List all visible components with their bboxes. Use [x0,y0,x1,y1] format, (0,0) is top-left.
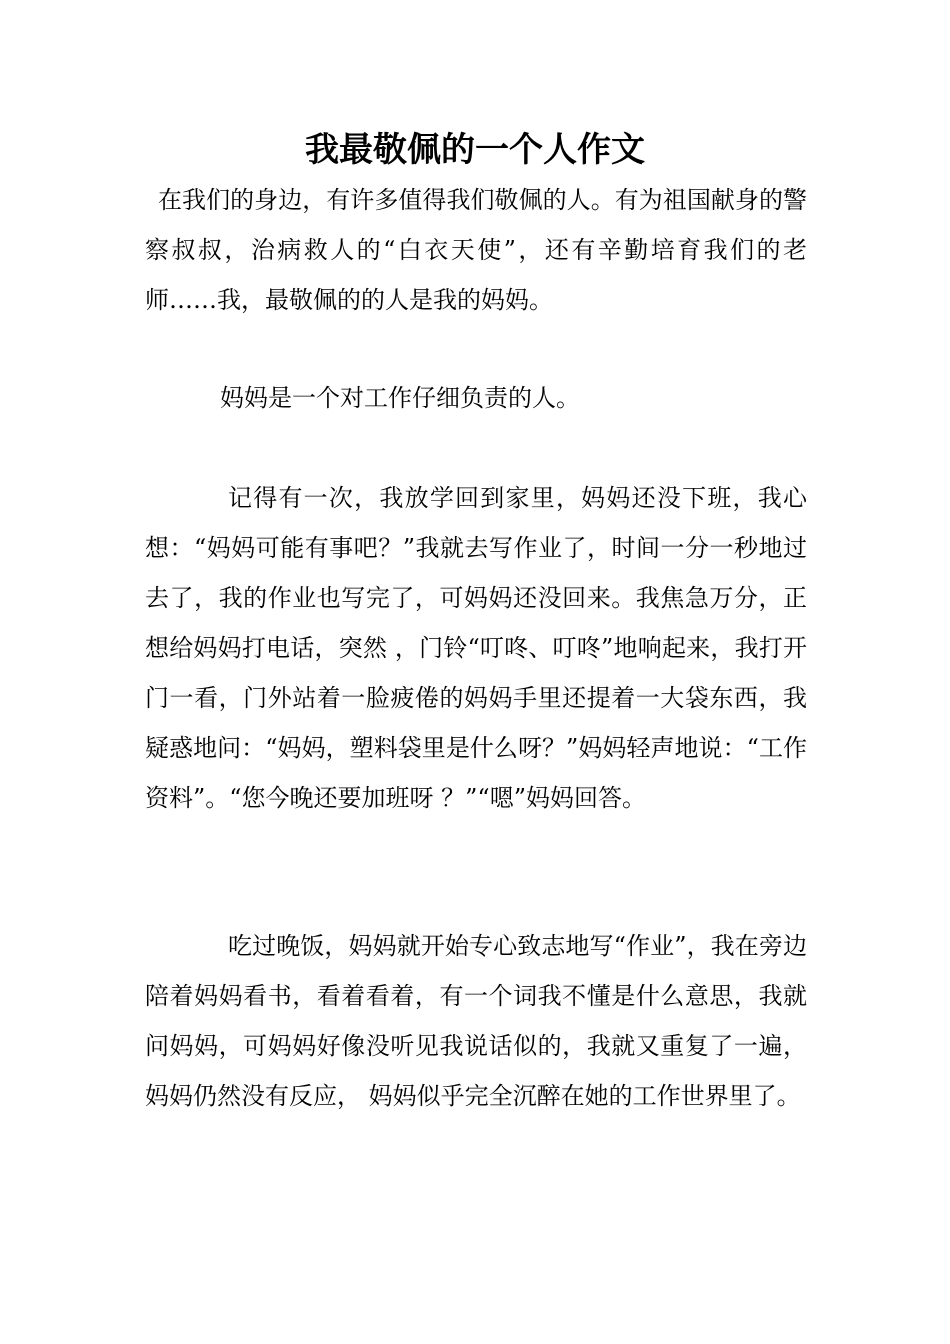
paragraph-evening: 吃过晚饭，妈妈就开始专心致志地写“作业”，我在旁边陪着妈妈看书，看着看着，有一个词我不懂是什么意思，我就问妈妈，可妈妈好像没听见我说话似的，我就又重复了一遍，妈妈仍然没有反应， 妈妈似乎完全沉醉在她的工作世界里了。 [145,932,807,1110]
document-title: 我最敬佩的一个人作文 [305,130,645,170]
paragraph-intro: 在我们的身边，有许多值得我们敬佩的人。有为祖国献身的警察叔叔，治病救人的“白衣天使”，还有辛勤培育我们的老师……我，最敬佩的的人是我的妈妈。 [145,186,807,314]
paragraph-story: 记得有一次，我放学回到家里，妈妈还没下班，我心想：“妈妈可能有事吧？”我就去写作业了，时间一分一秒地过去了，我的作业也写完了，可妈妈还没回来。我焦急万分，正想给妈妈打电话，突然 ，门铃“叮咚、叮咚”地响起来，我打开门一看，门外站着一脸疲倦的妈妈手里还提着一大袋东西，我疑惑地问：“妈妈，塑料袋里是什么呀？”妈妈轻声地说：“工作资料”。“您今晚还要加班呀 ？”“嗯”妈妈回答。 [145,484,807,812]
paragraph-thesis: 妈妈是一个对工作仔细负责的人。 [220,384,580,412]
